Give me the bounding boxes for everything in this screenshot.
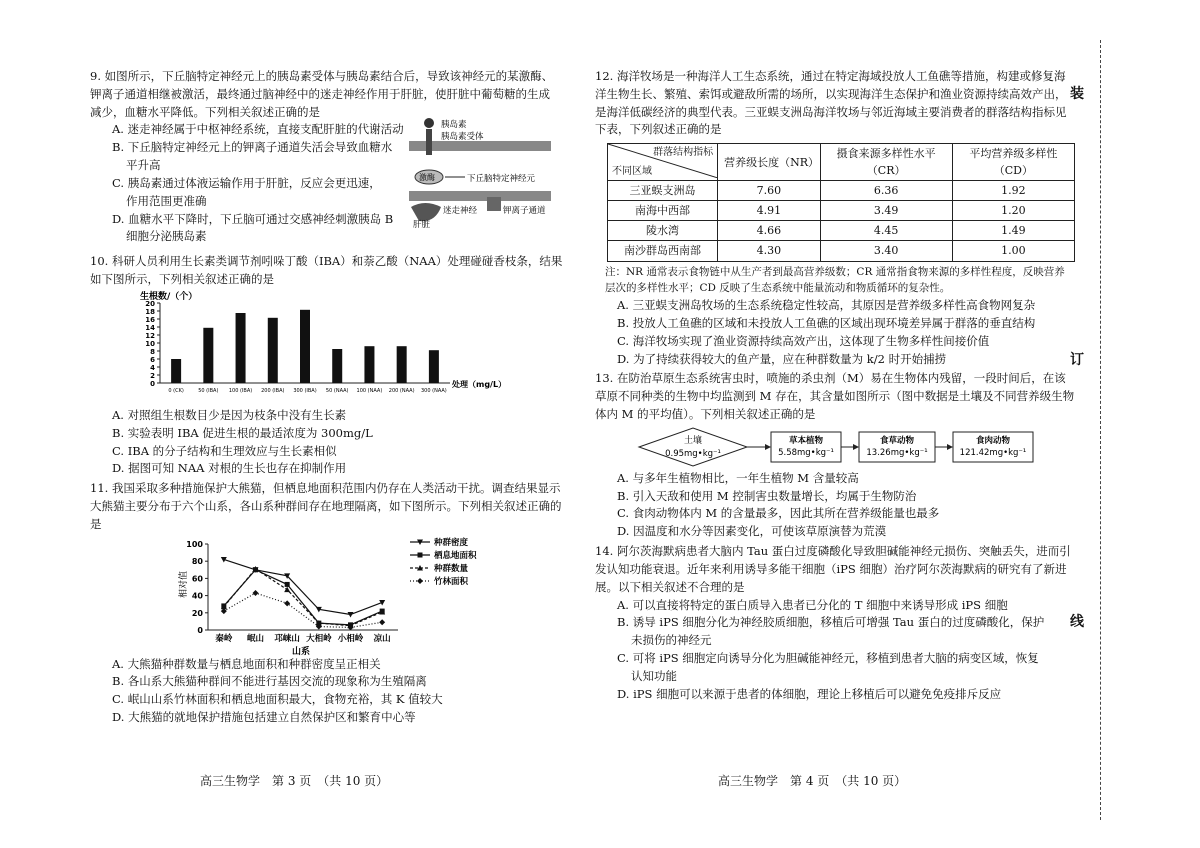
q12-stem: 12. 海洋牧场是一种海洋人工生态系统，通过在特定海域投放人工鱼礁等措施，构建或修复海洋生物生长、繁殖、索饵或避敌所需的场所，以实现海洋生态保护和渔业资源持续高效产出，是海洋低碳经济的典型代表。三亚蜈支洲岛海洋牧场与邻近海域主要消费者的群落结构指标见下表，下列叙述正确的是 — [595, 69, 1067, 137]
label-neuron: 下丘脑特定神经元 — [467, 174, 536, 185]
chain-3-name: 食肉动物 — [975, 435, 1011, 446]
q12-option-a: A. 三亚蜈支洲岛牧场的生态系统稳定性较高，其原因是营养级多样性高食物网复杂 — [617, 298, 1036, 313]
line-y-tick-label: 100 — [186, 539, 203, 549]
bar — [429, 350, 439, 383]
line-x-tick-label: 邛崃山 — [274, 633, 300, 644]
channel-shape — [487, 197, 501, 211]
table-cell: 陵水湾 — [608, 221, 718, 241]
membrane-band-2 — [409, 191, 551, 201]
table-corner — [608, 144, 718, 181]
table-cell: 南沙群岛西南部 — [608, 241, 718, 261]
bar-y-tick-label: 8 — [150, 347, 155, 356]
q9-option-a: A. 迷走神经属于中枢神经系统，直接支配肝脏的代谢活动 — [112, 122, 404, 137]
label-liver: 肝脏 — [413, 220, 431, 231]
line-y-tick-label: 20 — [191, 608, 203, 618]
label-kchannel: 钾离子通道 — [503, 206, 546, 217]
q13-option-b: B. 引入天敌和使用 M 控制害虫数量增长，均属于生物防治 — [617, 488, 917, 503]
legend-label: 栖息地面积 — [434, 550, 477, 561]
binding-char-2: 订 — [1070, 352, 1084, 368]
chain-2-value: 13.26mg•kg⁻¹ — [866, 447, 928, 458]
chain-2-name: 食草动物 — [879, 435, 915, 446]
q11-option-c: C. 岷山山系竹林面积和栖息地面积最大，食物充裕，其 K 值较大 — [112, 692, 443, 707]
table-cell: 3.49 — [820, 201, 952, 221]
table-cell: 4.91 — [718, 201, 820, 221]
q11-stem: 11. 我国采取多种措施保护大熊猫，但栖息地面积范围内仍存在人类活动干扰。调查结果显示大熊猫主要分布于六个山系，各山系种群间存在地理隔离，如下图所示。下列相关叙述正确的是 — [90, 481, 562, 531]
label-insulin: 胰岛素 — [441, 120, 467, 131]
q9-option-b-line2: 平升高 — [126, 158, 161, 173]
q10-option-b: B. 实验表明 IBA 促进生根的最适浓度为 300mg/L — [112, 425, 373, 440]
bar-x-tick-label: 100 (NAA) — [356, 387, 383, 394]
line-x-tick-label: 秦岭 — [215, 633, 233, 644]
legend-label: 种群数量 — [434, 563, 469, 574]
table-cell: 4.30 — [718, 241, 820, 261]
q11-option-d: D. 大熊猫的就地保护措施包括建立自然保护区和繁育中心等 — [112, 710, 416, 724]
table-cell: 1.92 — [952, 181, 1074, 201]
table-cell: 1.20 — [952, 201, 1074, 221]
line-series-4 — [224, 593, 382, 627]
line-x-tick-label: 岷山 — [246, 633, 265, 644]
binding-char-3: 线 — [1070, 614, 1084, 630]
q9-option-b-line1: B. 下丘脑特定神经元上的钾离子通道失活会导致血糖水 — [112, 140, 393, 155]
table-cell: 三亚蜈支洲岛 — [608, 181, 718, 201]
table-cell: 7.60 — [718, 181, 820, 201]
q13-food-chain-figure — [635, 424, 1035, 470]
bar-x-tick-label: 100 (IBA) — [228, 387, 253, 394]
table-cell: 3.40 — [820, 241, 952, 261]
line-point — [417, 578, 423, 584]
bar — [364, 346, 374, 383]
table-cell: 1.49 — [952, 221, 1074, 241]
binding-char-1: 装 — [1070, 86, 1084, 102]
bar-y-tick-label: 20 — [145, 299, 155, 308]
question-11 — [90, 480, 570, 727]
table-cell: 1.00 — [952, 241, 1074, 261]
bar-y-tick-label: 16 — [145, 315, 155, 324]
bar-xlabel: 处理（mg/L） — [452, 379, 507, 389]
table-row — [608, 201, 1075, 221]
q14-option-c-line2: 认知功能 — [631, 668, 677, 683]
q12-option-b: B. 投放人工鱼礁的区域和未投放人工鱼礁的区域出现环境差异属于群落的垂直结构 — [617, 315, 1036, 330]
line-ylabel: 相对值 — [179, 570, 189, 598]
chain-1-value: 5.58mg•kg⁻¹ — [778, 447, 834, 458]
bar-x-tick-label: 200 (IBA) — [261, 387, 285, 394]
arrowhead — [947, 444, 953, 450]
q11-option-b: B. 各山系大熊猫种群间不能进行基因交流的现象称为生殖隔离 — [112, 674, 427, 689]
legend-label: 种群密度 — [434, 537, 469, 548]
corner-bottom: 不同区域 — [612, 165, 652, 177]
question-12 — [595, 68, 1075, 368]
q14-option-d: D. iPS 细胞可以来源于患者的体细胞，理论上移植后可以避免免疫排斥反应 — [617, 686, 1002, 701]
bar-x-tick-label: 300 (NAA) — [421, 387, 447, 394]
table-cell: 6.36 — [820, 181, 952, 201]
q10-stem: 10. 科研人员利用生长素类调节剂吲哚丁酸（IBA）和萘乙酸（NAA）处理碰碰香枝条，结果如下图所示，下列相关叙述正确的是 — [90, 254, 563, 287]
bar — [171, 359, 181, 383]
arrowhead — [765, 444, 771, 450]
question-10 — [90, 253, 570, 478]
legend-label: 竹林面积 — [434, 576, 469, 587]
q14-option-c-line1: C. 可将 iPS 细胞定向诱导分化为胆碱能神经元，移植到患者大脑的病变区域，恢复 — [617, 650, 1039, 665]
bar-y-tick-label: 2 — [150, 371, 155, 380]
bar — [397, 346, 407, 383]
binding-line — [1100, 40, 1125, 820]
q9-option-d-line2: 细胞分泌胰岛素 — [126, 229, 207, 244]
q12-table — [607, 143, 1075, 261]
table-row — [608, 181, 1075, 201]
insulin-dot — [424, 118, 434, 128]
bar — [203, 328, 213, 383]
q12-option-c: C. 海洋牧场实现了渔业资源持续高效产出，这体现了生物多样性间接价值 — [617, 333, 990, 348]
question-14 — [595, 543, 1075, 703]
q14-option-b-line1: B. 诱导 iPS 细胞分化为神经胶质细胞，移植后可增强 Tau 蛋白的过度磷酸化，保护 — [617, 615, 1045, 630]
q9-neuron-figure — [405, 115, 555, 230]
bar-y-tick-label: 0 — [150, 379, 155, 388]
left-column — [90, 68, 570, 729]
page-footer-right: 高三生物学 第 4 页 （共 10 页） — [718, 774, 907, 788]
q14-option-a: A. 可以直接将特定的蛋白质导入患者已分化的 T 细胞中来诱导形成 iPS 细胞 — [617, 597, 1008, 612]
line-x-tick-label: 大相岭 — [306, 633, 332, 644]
line-x-tick-label: 小相岭 — [337, 633, 364, 644]
bar-x-tick-label: 50 (NAA) — [325, 387, 349, 394]
q13-stem: 13. 在防治草原生态系统害虫时，喷施的杀虫剂（M）易在生物体内残留，一段时间后，在该草原不同种类的生物中均监测到 M 存在，其含量如图所示（图中数据是土壤及不同营养级生物体内 M 的平均值）。下列相关叙述正确的是 — [595, 371, 1075, 421]
question-13 — [595, 370, 1075, 541]
table-cell: 南海中西部 — [608, 201, 718, 221]
bar — [332, 349, 342, 383]
q9-option-c-line1: C. 胰岛素通过体液运输作用于肝脏，反应会更迅速， — [112, 175, 381, 190]
q11-option-a: A. 大熊猫种群数量与栖息地面积和种群密度呈正相关 — [112, 656, 381, 671]
line-y-tick-label: 0 — [197, 625, 203, 635]
q13-option-c: C. 食肉动物体内 M 的含量最多，因此其所在营养级能量也最多 — [617, 506, 940, 521]
bar-y-tick-label: 6 — [150, 355, 155, 364]
receptor-shape — [426, 129, 432, 155]
liver-shape — [411, 203, 441, 221]
q9-stem: 9. 如图所示，下丘脑特定神经元上的胰岛素受体与胰岛素结合后，导致该神经元的某激酶、钾离子通道相继被激活，最终通过脑神经中的迷走神经作用于肝脏，使肝脏中葡萄糖的生成减少，血糖水平降低。下列相关叙述正确的是 — [90, 69, 554, 119]
bar-y-tick-label: 12 — [145, 331, 155, 340]
table-cell: 4.66 — [718, 221, 820, 241]
q12-note: 注：NR 通常表示食物链中从生产者到最高营养级数；CR 通常指食物来源的多样性程度，反映营养层次的多样性水平；CD 反映了生态系统中能量流动和物质循环的复杂性。 — [605, 265, 1065, 295]
soil-diamond — [639, 428, 747, 466]
table-row — [608, 241, 1075, 261]
chain-1-name: 草本植物 — [788, 435, 824, 446]
bar — [300, 310, 310, 383]
page-footer-left: 高三生物学 第 3 页 （共 10 页） — [200, 774, 389, 788]
bar-y-tick-label: 18 — [145, 307, 155, 316]
label-receptor: 胰岛素受体 — [441, 132, 484, 143]
q13-option-a: A. 与多年生植物相比，一年生植物 M 含量较高 — [617, 470, 859, 485]
arrowhead — [853, 444, 859, 450]
label-kinase: 激酶 — [419, 173, 435, 183]
line-y-tick-label: 80 — [191, 556, 203, 566]
table-header-nr: 营养级长度（NR） — [718, 144, 820, 181]
q13-option-d: D. 因温度和水分等因素变化，可使该草原演替为荒漠 — [617, 524, 887, 539]
bar-x-tick-label: 300 (IBA) — [293, 387, 317, 394]
q9-option-c-line2: 作用范围更准确 — [126, 193, 207, 208]
q14-stem: 14. 阿尔茨海默病患者大脑内 Tau 蛋白过度磷酸化导致胆碱能神经元损伤、突触丢失，进而引发认知功能衰退。近年来利用诱导多能干细胞（iPS 细胞）治疗阿尔茨海默病的研究有了新进展。以下相关叙述不合理的是 — [595, 544, 1071, 594]
line-point — [253, 590, 259, 596]
bar-x-tick-label: 50 (IBA) — [198, 387, 219, 394]
q11-line-chart — [174, 534, 504, 656]
table-row — [608, 221, 1075, 241]
bar-x-tick-label: 0 (CK) — [168, 387, 184, 394]
bar-y-tick-label: 14 — [145, 323, 155, 332]
line-xlabel: 山系 — [292, 646, 311, 656]
chain-3-value: 121.42mg•kg⁻¹ — [959, 447, 1027, 458]
line-point — [418, 552, 423, 557]
table-header-cd: 平均营养级多样性（CD） — [952, 144, 1074, 181]
q14-option-b-line2: 未损伤的神经元 — [631, 633, 712, 648]
q12-option-d: D. 为了持续获得较大的鱼产量，应在种群数量为 k/2 时开始捕捞 — [617, 351, 947, 366]
bar — [268, 318, 278, 383]
line-y-tick-label: 40 — [191, 591, 203, 601]
bar-ylabel: 生根数/（个） — [140, 291, 198, 302]
line-x-tick-label: 凉山 — [373, 633, 391, 644]
bar-x-tick-label: 200 (NAA) — [388, 387, 415, 394]
right-column — [595, 68, 1075, 705]
corner-top: 群落结构指标 — [653, 147, 714, 159]
bar — [236, 313, 246, 383]
label-vagus: 迷走神经 — [443, 206, 478, 217]
bar-y-tick-label: 4 — [150, 363, 155, 372]
q10-bar-chart — [130, 289, 530, 407]
table-header-cr: 摄食来源多样性水平（CR） — [820, 144, 952, 181]
chain-0-value: 0.95mg•kg⁻¹ — [665, 448, 721, 459]
q9-option-d-line1: D. 血糖水平下降时，下丘脑可通过交感神经刺激胰岛 B — [112, 211, 394, 226]
line-point — [285, 581, 290, 586]
q10-option-c: C. IBA 的分子结构和生理效应与生长素相似 — [112, 443, 337, 458]
chain-0-name: 土壤 — [683, 435, 703, 446]
q10-option-d: D. 据图可知 NAA 对根的生长也存在抑制作用 — [112, 461, 347, 476]
table-cell: 4.45 — [820, 221, 952, 241]
question-9 — [90, 68, 560, 251]
line-y-tick-label: 60 — [191, 573, 203, 583]
line-point — [379, 619, 385, 625]
bar-y-tick-label: 10 — [145, 339, 155, 348]
q10-option-a: A. 对照组生根数目少是因为枝条中没有生长素 — [112, 407, 347, 422]
